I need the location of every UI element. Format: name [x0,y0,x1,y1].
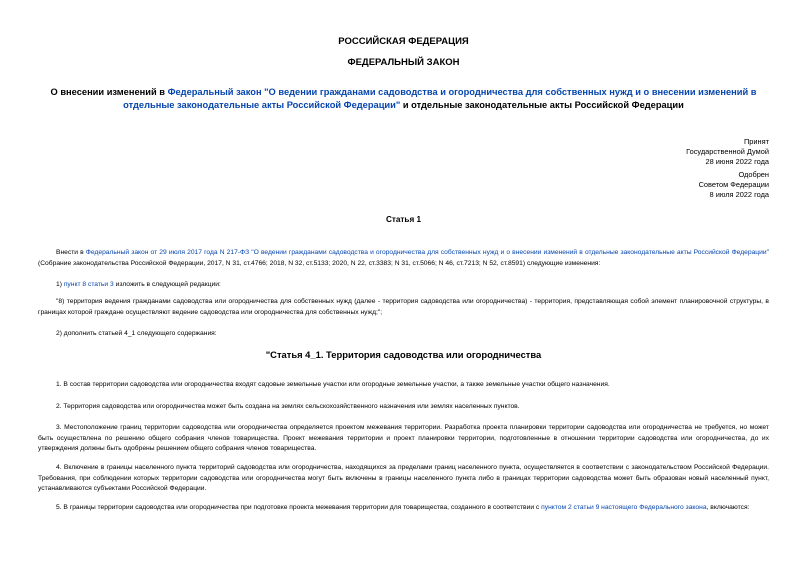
article-4-1-p5 [38,503,769,514]
item-1 [38,280,769,291]
article-1-heading: Статья 1 [385,215,422,224]
article-4-1-p4: 4. Включение в границы населенного пункта территорий садоводства или огородничества, находящихся за пределами границ населенного пункта, осуществляется в соответствии с законодательством Российской Федерации. Требования, при соблюдении которых территории садоводства или огородничества могут быть включены в границы населенного пункта либо в границах территории садоводства может быть образован новый населенный пункт, устанавливаются субъектами Российской Федерации. [38,464,769,493]
article-1-intro [38,248,769,269]
adopted-by: Государственной Думой [686,147,769,157]
article-4-1-p1: 1. В состав территории садоводства или огородничества входят садовые земельные участки или огородные земельные участки, а также земельные участки общего назначения. [56,381,610,388]
article-4-1-p3: 3. Местоположение границ территории садоводства или огородничества определяется проектом межевания территории. Разработка проекта планировки территории садоводства или огородничества не требуется, но может быть осуществлена по решению общего собрания членов товарищества. Проект межевания территории и проект планировки территории, подготовленные в отношении территории садоводства или огородничества, до их утверждения должны быть одобрены решением общего собрания членов товарищества. [38,424,769,453]
item-2: 2) дополнить статьей 4_1 следующего содержания: [56,330,217,337]
federation-heading: РОССИЙСКАЯ ФЕДЕРАЦИЯ [338,36,469,47]
p5-link[interactable]: пунктом 2 статьи 9 настоящего Федерального закона [541,504,707,511]
law-title-suffix: и отдельные законодательные акты Российской Федерации [400,99,684,110]
law-title-prefix: О внесении изменений в [50,87,168,97]
intro-prefix: Внести в [56,249,86,256]
adoption-block [569,137,769,200]
law-title [28,86,779,111]
intro-law-link[interactable]: Федеральный закон от 29 июля 2017 года N 217-ФЗ "О ведении гражданами садоводства и огородничества для собственных нужд и о внесении изменений в отдельные законодательные акты Российской Федерации" [85,249,769,256]
adopted-label: Принят [743,137,769,146]
p5-suffix: , включаются: [706,504,750,511]
item-1-link[interactable]: пункт 8 статьи 3 [63,281,114,288]
article-4-1-heading: "Статья 4_1. Территория садоводства или огородничества [265,349,542,360]
approved-by: Советом Федерации [698,179,769,189]
law-title-link[interactable]: Федеральный закон "О ведении гражданами садоводства и огородничества для собственных нужд и о внесении изменений в отдельные законодательные акты Российской Федерации" [123,87,757,110]
intro-suffix: (Собрание законодательства Российской Федерации, 2017, N 31, ст.4766; 2018, N 32, ст.5133; 2020, N 22, ст.3383; N 31, ст.5066; N 46, ст.7213; N 52, ст.8591) следующие изменения: [38,259,601,267]
approved-date: 8 июля 2022 года [709,190,769,200]
item-1-suffix: изложить в следующей редакции: [113,281,221,288]
article-4-1-p2: 2. Территория садоводства или огородничества может быть создана на землях сельскохозяйственного назначения или землях населенных пунктов. [56,403,520,410]
approved-label: Одобрен [738,169,769,179]
law-type-heading: ФЕДЕРАЛЬНЫЙ ЗАКОН [347,57,460,68]
item-1-prefix: 1) [56,281,64,288]
adopted-date: 28 июня 2022 года [705,157,769,167]
p5-prefix: 5. В границы территории садоводства или огородничества при подготовке проекта межевания территории для товарищества, созданного в соответствии с [56,504,542,511]
item-1-text: "8) территория ведения гражданами садоводства или огородничества для собственных нужд (далее - территория садоводства или огородничества) - территория, представляющая собой элемент планировочной структуры, в границах которой граждане осуществляют ведение садоводства или огородничества для собственных нужд;"; [38,298,769,316]
